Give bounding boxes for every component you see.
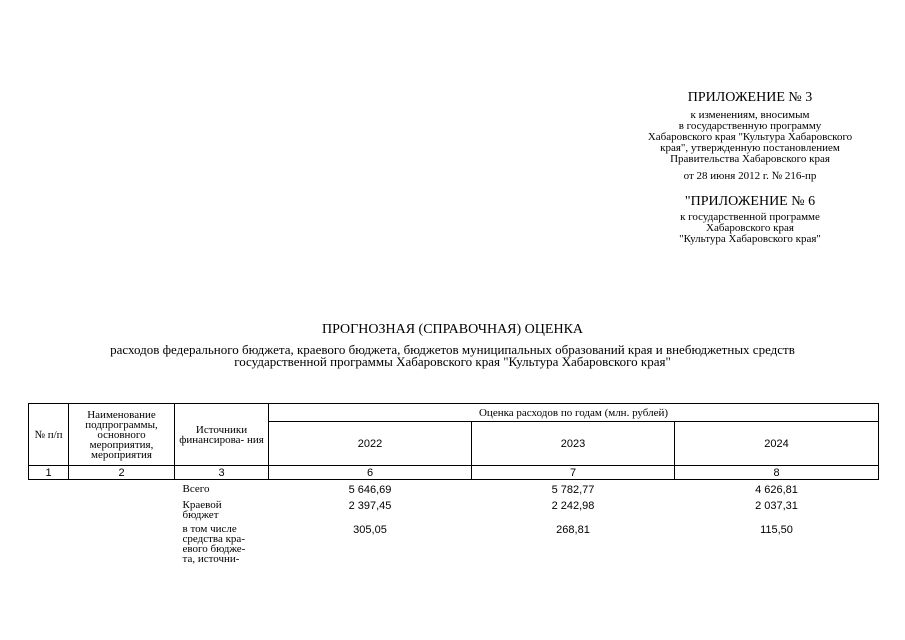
appendix-3-line: к изменениям, вносимым <box>690 109 810 121</box>
value-cell: 115,50 <box>760 524 793 536</box>
table-row <box>29 520 879 564</box>
header-number: № п/п <box>29 404 69 466</box>
value-cell: 4 626,81 <box>755 484 798 496</box>
source-cell: Всего <box>182 483 210 495</box>
column-number: 3 <box>175 466 269 480</box>
document-subtitle <box>40 344 865 368</box>
header-year: 2022 <box>269 422 472 466</box>
resolution-date: от 28 июня 2012 г. № 216-пр <box>683 170 817 182</box>
source-cell: в том числе средства кра- евого бюдже- та, источни- <box>182 523 246 565</box>
appendix-3-block <box>600 90 900 165</box>
table-row <box>29 480 879 497</box>
table-row <box>29 496 879 520</box>
header-estimate: Оценка расходов по годам (млн. рублей) <box>269 404 879 422</box>
appendix-3-title: ПРИЛОЖЕНИЕ № 3 <box>687 90 813 105</box>
header-year: 2024 <box>675 422 879 466</box>
value-cell: 305,05 <box>353 524 387 536</box>
appendix-6-title: "ПРИЛОЖЕНИЕ № 6 <box>684 194 816 209</box>
expense-estimate-table <box>28 403 879 564</box>
subtitle-line: расходов федерального бюджета, краевого бюджета, бюджетов муниципальных образований края и внебюджетных средств <box>110 342 795 357</box>
appendix-6-line: Хабаровского края <box>706 222 794 234</box>
document-title: ПРОГНОЗНАЯ (СПРАВОЧНАЯ) ОЦЕНКА <box>321 322 584 337</box>
appendix-3-line: Хабаровского края "Культура Хабаровского <box>647 131 853 143</box>
value-cell: 2 397,45 <box>348 500 392 512</box>
column-number: 2 <box>69 466 175 480</box>
column-number: 6 <box>269 466 472 480</box>
source-cell: Краевой бюджет <box>182 499 222 521</box>
column-number: 8 <box>675 466 879 480</box>
value-cell: 268,81 <box>556 524 590 536</box>
appendix-6-block <box>600 194 900 245</box>
appendix-3-line: края", утвержденную постановлением <box>660 142 840 154</box>
value-cell: 2 242,98 <box>551 500 595 512</box>
header-name: Наименование подпрограммы, основного мероприятия, мероприятия <box>69 404 175 466</box>
appendix-6-line: "Культура Хабаровского края" <box>679 233 821 245</box>
appendix-3-line: в государственную программу <box>678 120 822 132</box>
value-cell: 5 782,77 <box>551 484 595 496</box>
column-number: 1 <box>29 466 69 480</box>
header-source: Источники финансирова- ния <box>175 404 269 466</box>
appendix-3-line: Правительства Хабаровского края <box>670 153 830 165</box>
value-cell: 2 037,31 <box>755 500 798 512</box>
header-year: 2023 <box>472 422 675 466</box>
column-number: 7 <box>472 466 675 480</box>
appendix-6-line: к государственной программе <box>680 211 820 223</box>
value-cell: 5 646,69 <box>348 484 392 496</box>
subtitle-line: государственной программы Хабаровского края "Культура Хабаровского края" <box>234 354 671 369</box>
